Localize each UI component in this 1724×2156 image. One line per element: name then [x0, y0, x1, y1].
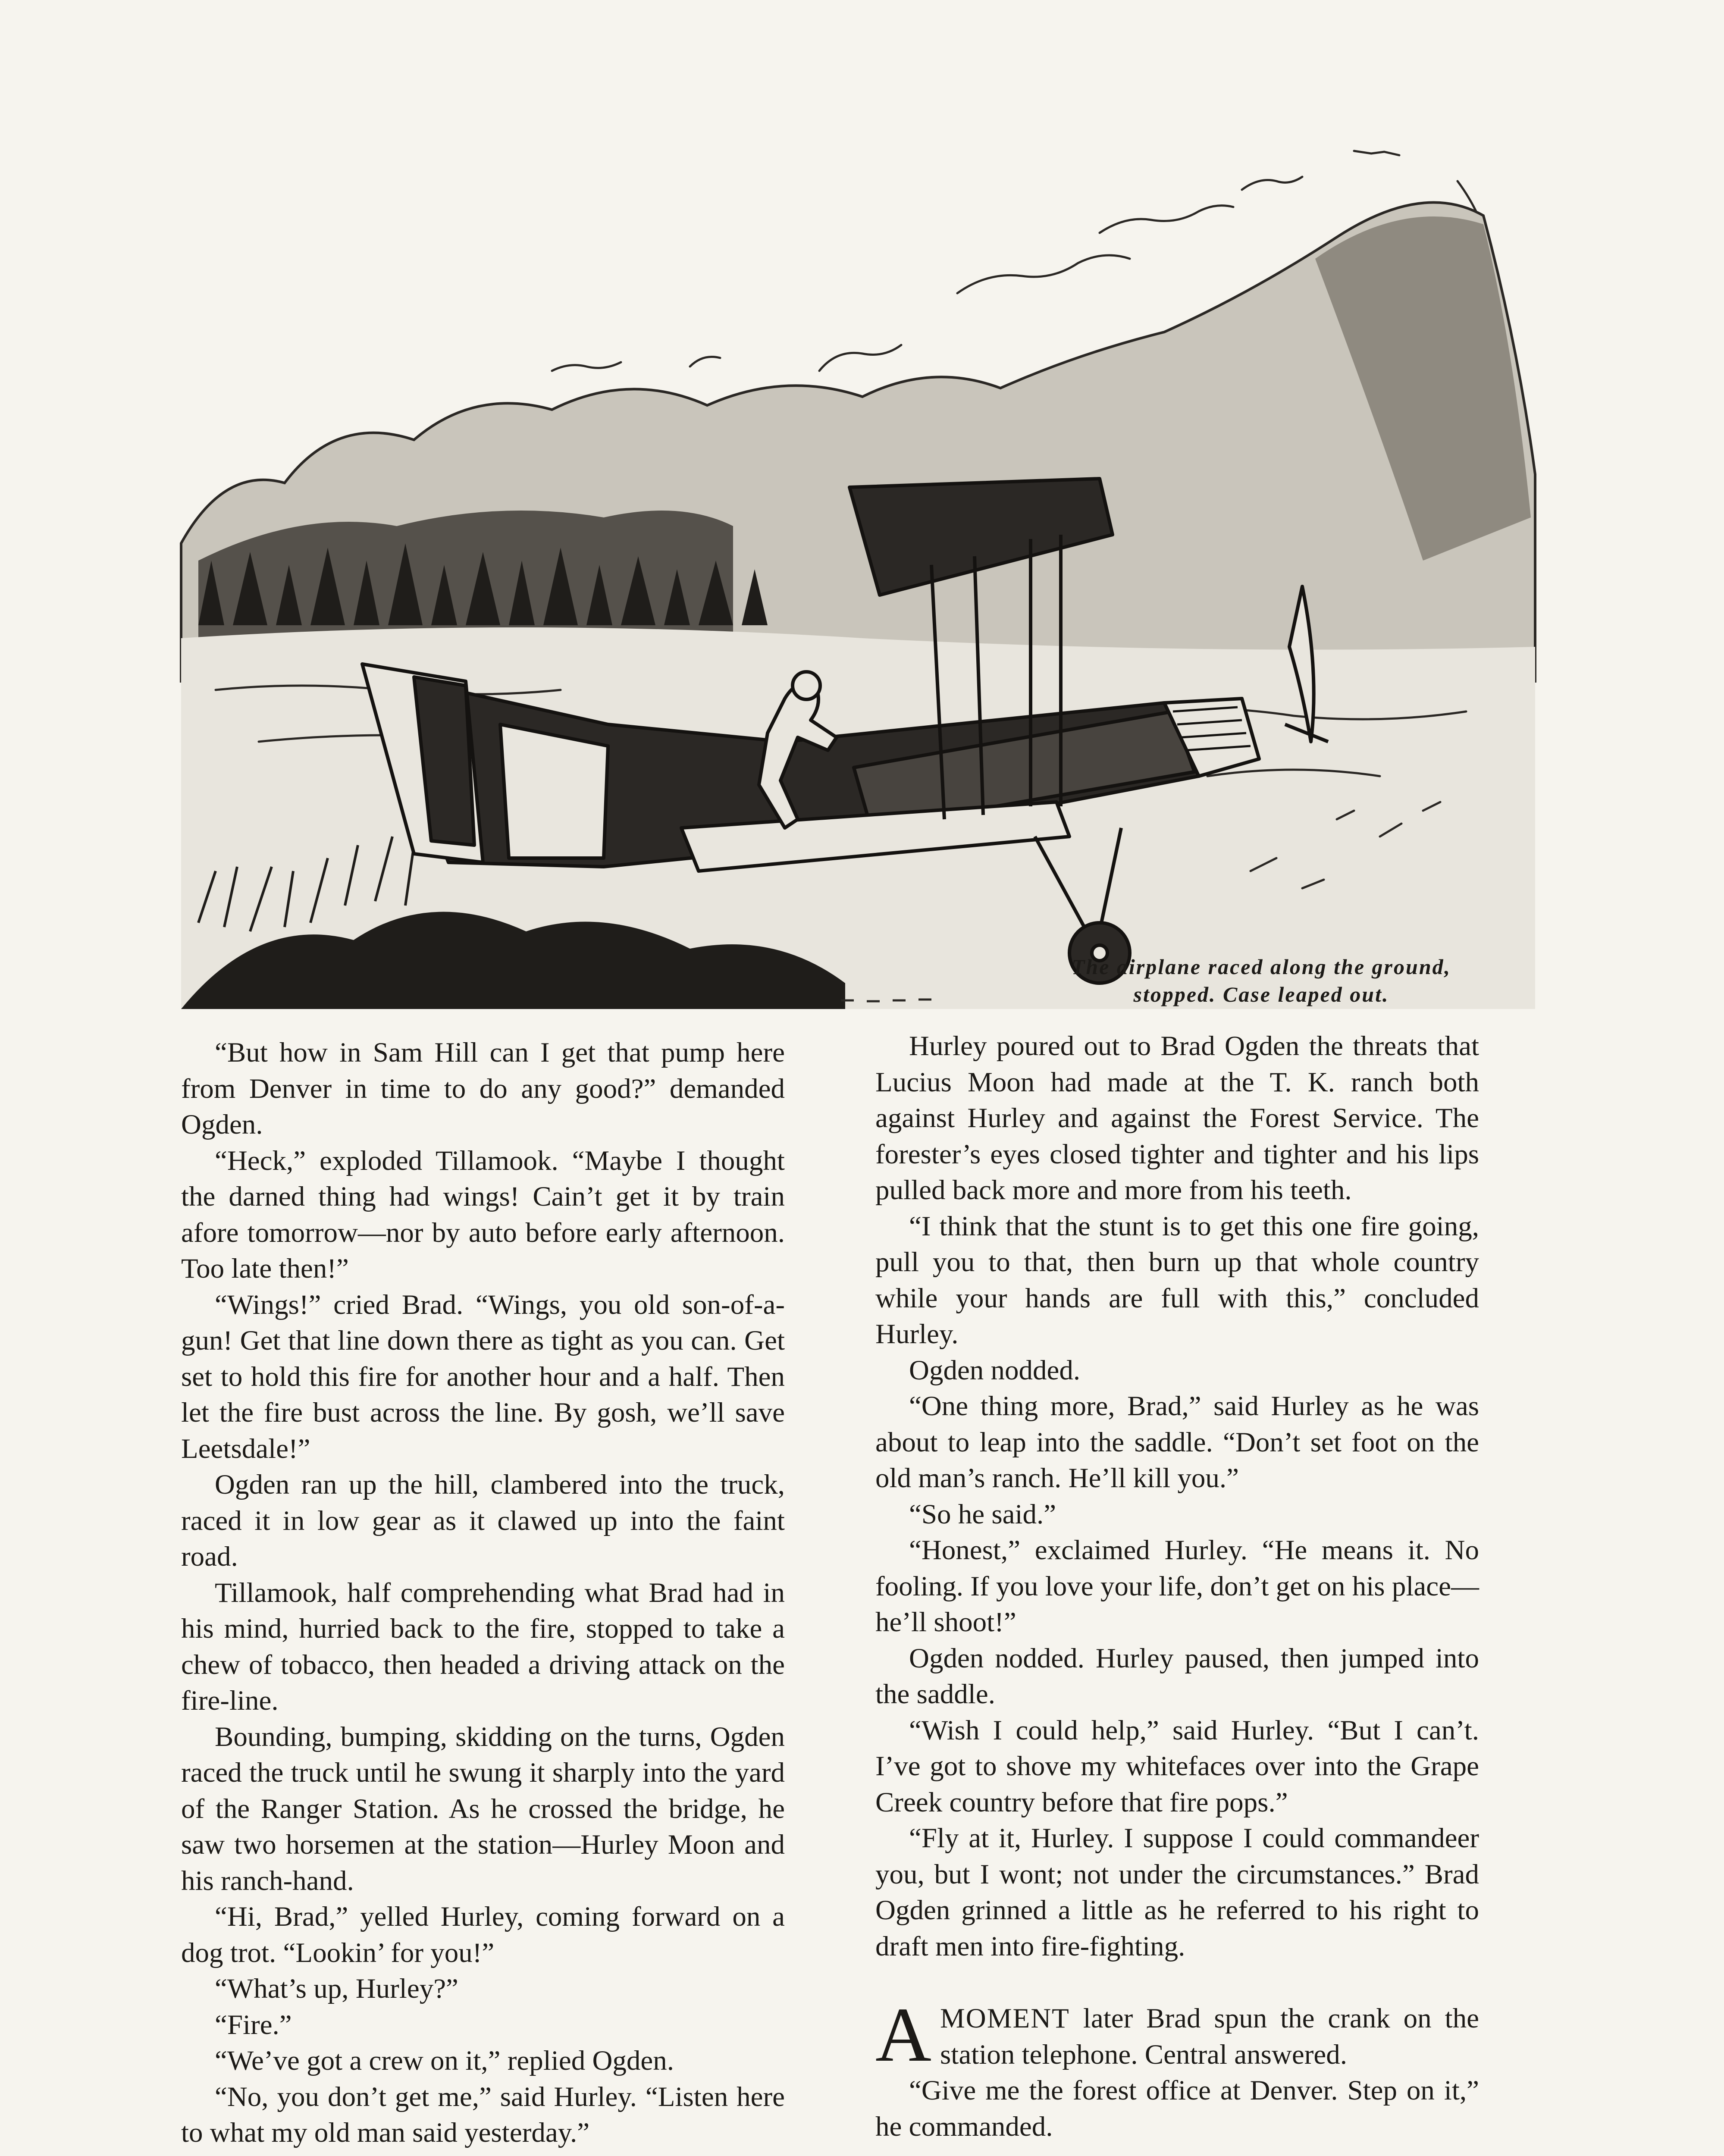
paragraph: “One thing more, Brad,” said Hurley as he was about to leap into the saddle. “Don’t set foot on the old man’s ranch. He’ll kill you.” — [875, 1391, 1479, 1494]
paragraph: “I think that the stunt is to get this one fire going, pull you to that, then burn up that whole country while your hands are full with this,” concluded Hurley. — [875, 1210, 1479, 1350]
paragraph: “Honest,” exclaimed Hurley. “He means it. No fooling. If you love your life, don’t get on his place—he’ll shoot!” — [875, 1535, 1479, 1638]
paragraph: Hurley poured out to Brad Ogden the threats that Lucius Moon had made at the T. K. ranch both against Hurley and against the Forest Service. The forester’s eyes closed tighter and tighter and his lips pulled back more and more from his teeth. — [875, 1031, 1479, 1206]
section-break-paragraph — [875, 1992, 1479, 2078]
paragraph: “We’ve got a crew on it,” replied Ogden. — [215, 2045, 674, 2076]
paragraph: “Give me the forest office at Denver. Step on it,” he commanded. — [875, 2075, 1479, 2142]
paragraph: “No, you don’t get me,” said Hurley. “Listen here to what my old man said yesterday.” — [181, 2081, 785, 2148]
biplane-drawing — [172, 129, 1544, 1009]
paragraph: “Fly at it, Hurley. I suppose I could commandeer you, but I wont; not under the circumstances.” Brad Ogden grinned a little as he referred to his right to draft men into fire-fighting. — [875, 1823, 1479, 1962]
biplane-illustration — [172, 129, 1544, 1009]
paragraph: Ogden nodded. Hurley paused, then jumped into the saddle. — [875, 1642, 1479, 1710]
caption-line-2: stopped. Case leaped out. — [1133, 982, 1389, 1006]
caption-line-1: The airplane raced along the ground, — [1071, 955, 1451, 979]
paragraph: “Wish I could help,” said Hurley. “But I can’t. I’ve got to shove my whitefaces over into the Grape Creek country before that fire pops.” — [875, 1714, 1479, 1818]
paragraph: “So he said.” — [909, 1498, 1056, 1530]
section-break-text: later Brad spun the crank on the station telephone. Central answered. — [940, 2003, 1479, 2070]
paragraph: “What’s up, Hurley?” — [215, 1973, 458, 2004]
right-text-column — [875, 1028, 1479, 2145]
paragraph: Ogden ran up the hill, clambered into the truck, raced it in low gear as it clawed up into the faint road. — [181, 1469, 785, 1572]
paragraph: Ogden nodded. — [909, 1354, 1081, 1386]
paragraph: “Wings!” cried Brad. “Wings, you old son-of-a-gun! Get that line down there as tight as you can. Get set to hold this fire for another hour and a half. Then let the fire bust across the line. By gosh, we’ll save Leetsdale!” — [181, 1289, 785, 1464]
paragraph: “Fire.” — [215, 2009, 292, 2040]
paragraph: Bounding, bumping, skidding on the turns, Ogden raced the truck until he swung it sharply into the yard of the Ranger Station. As he crossed the bridge, he saw two horsemen at the station—Hurley Moon and his ranch-hand. — [181, 1721, 785, 1896]
illustration-caption — [992, 953, 1531, 1008]
paragraph: “Heck,” exploded Tillamook. “Maybe I thought the darned thing had wings! Cain’t get it by train afore tomorrow—nor by auto before early afternoon. Too late then!” — [181, 1145, 785, 1284]
drop-cap-lead-words: MOMENT — [940, 2003, 1070, 2034]
paragraph: “But how in Sam Hill can I get that pump here from Denver in time to do any good?” demanded Ogden. — [181, 1037, 785, 1140]
drop-cap: A — [875, 1992, 931, 2078]
paragraph: Tillamook, half comprehending what Brad had in his mind, hurried back to the fire, stopped to take a chew of tobacco, then headed a driving attack on the fire-line. — [181, 1577, 785, 1716]
paragraph: “Hi, Brad,” yelled Hurley, coming forward on a dog trot. “Lookin’ for you!” — [181, 1901, 785, 1968]
left-text-column — [181, 1035, 785, 2151]
